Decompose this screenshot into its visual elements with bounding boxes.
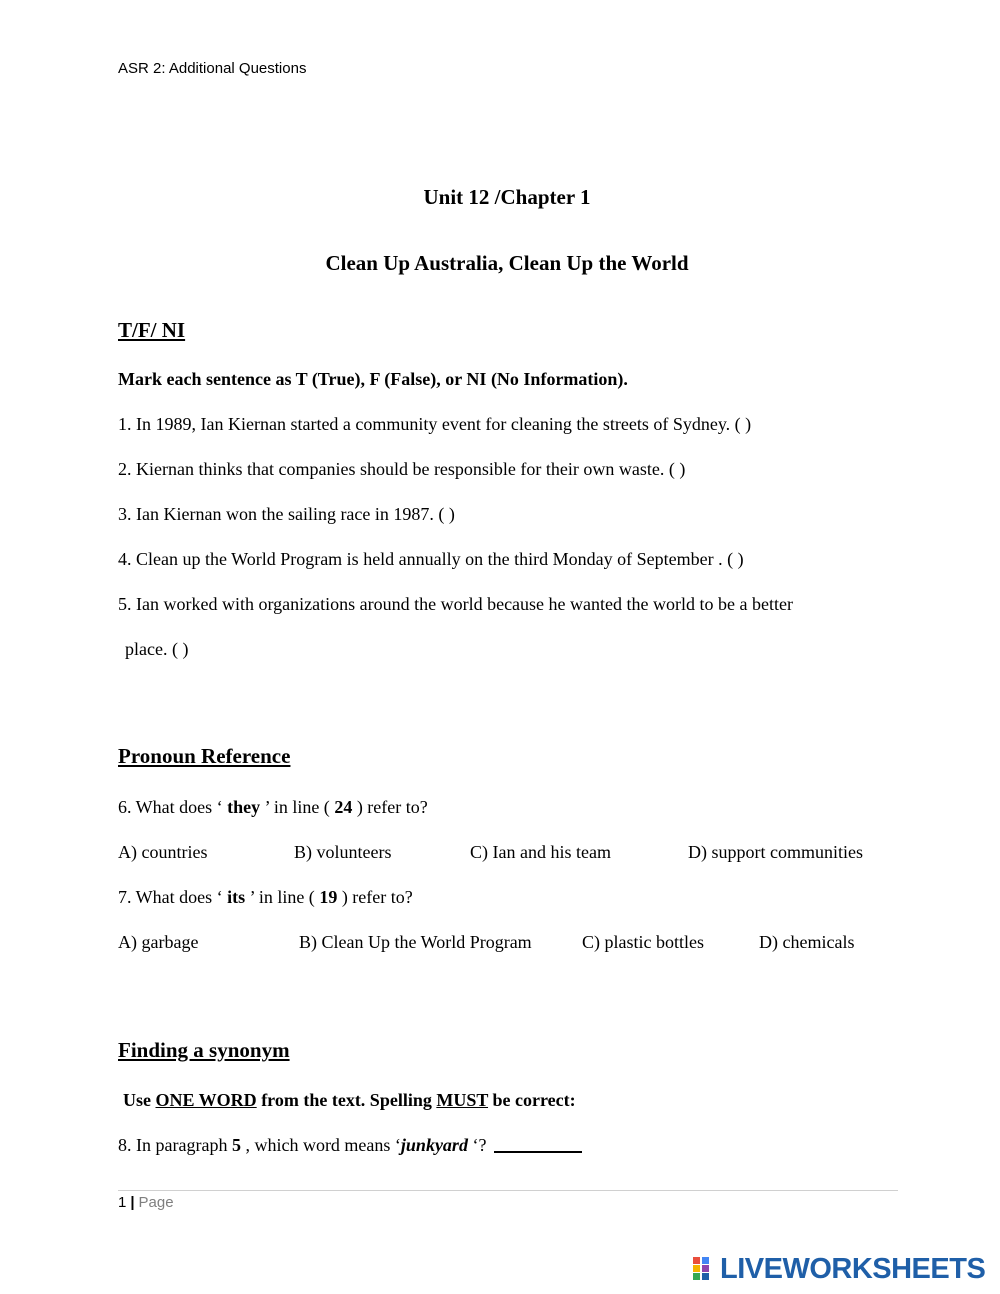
- q6-line: 24: [334, 797, 353, 817]
- question-8: 8. In paragraph 5 , which word means ‘junkyard ‘?: [118, 1135, 582, 1156]
- document-header: ASR 2: Additional Questions: [118, 60, 307, 77]
- q7-option-d: D) chemicals: [759, 932, 855, 952]
- q7-option-b: B) Clean Up the World Program: [299, 932, 532, 952]
- tf-question-5: 5. Ian worked with organizations around the world because he wanted the world to be a better: [118, 594, 793, 614]
- tf-question-1: 1. In 1989, Ian Kiernan started a community event for cleaning the streets of Sydney. ( ): [118, 414, 752, 434]
- liveworksheets-logo: [692, 1252, 985, 1286]
- q7-line: 19: [319, 887, 338, 907]
- q6-word: they: [227, 797, 261, 817]
- tf-question-4: 4. Clean up the World Program is held annually on the third Monday of September . ( ): [118, 549, 744, 569]
- q8-word: junkyard: [400, 1135, 468, 1155]
- q6-option-b: B) volunteers: [294, 842, 392, 862]
- q6-option-c: C) Ian and his team: [470, 842, 611, 862]
- q7-option-a: A) garbage: [118, 932, 199, 952]
- q6-option-d: D) support communities: [688, 842, 863, 862]
- page-footer: 1 | Page: [118, 1194, 174, 1211]
- footer-divider: [118, 1190, 898, 1191]
- q7-word: its: [227, 887, 246, 907]
- page-label: Page: [138, 1194, 174, 1211]
- tf-question-5-continued: place. ( ): [125, 639, 189, 659]
- synonym-heading: Finding a synonym: [118, 1038, 290, 1062]
- unit-title: Unit 12 /Chapter 1: [423, 185, 591, 209]
- q6-option-a: A) countries: [118, 842, 208, 862]
- question-6: 6. What does ‘ they ’ in line ( 24 ) refer to?: [118, 797, 428, 817]
- chapter-subtitle: Clean Up Australia, Clean Up the World: [325, 251, 689, 275]
- answer-blank[interactable]: [494, 1151, 582, 1153]
- tf-instruction: Mark each sentence as T (True), F (False), or NI (No Information).: [118, 369, 628, 389]
- synonym-instruction: Use ONE WORD from the text. Spelling MUST be correct:: [123, 1090, 576, 1110]
- tf-question-3: 3. Ian Kiernan won the sailing race in 1987. ( ): [118, 504, 455, 524]
- logo-blocks-icon: [692, 1255, 720, 1283]
- tf-question-2: 2. Kiernan thinks that companies should be responsible for their own waste. ( ): [118, 459, 686, 479]
- tf-heading: T/F/ NI: [118, 318, 186, 342]
- pronoun-heading: Pronoun Reference: [118, 744, 291, 768]
- question-7: 7. What does ‘ its ’ in line ( 19 ) refer to?: [118, 887, 413, 907]
- page-number: 1: [118, 1194, 127, 1211]
- logo-text: LIVEWORKSHEETS: [720, 1252, 986, 1285]
- q7-option-c: C) plastic bottles: [582, 932, 704, 952]
